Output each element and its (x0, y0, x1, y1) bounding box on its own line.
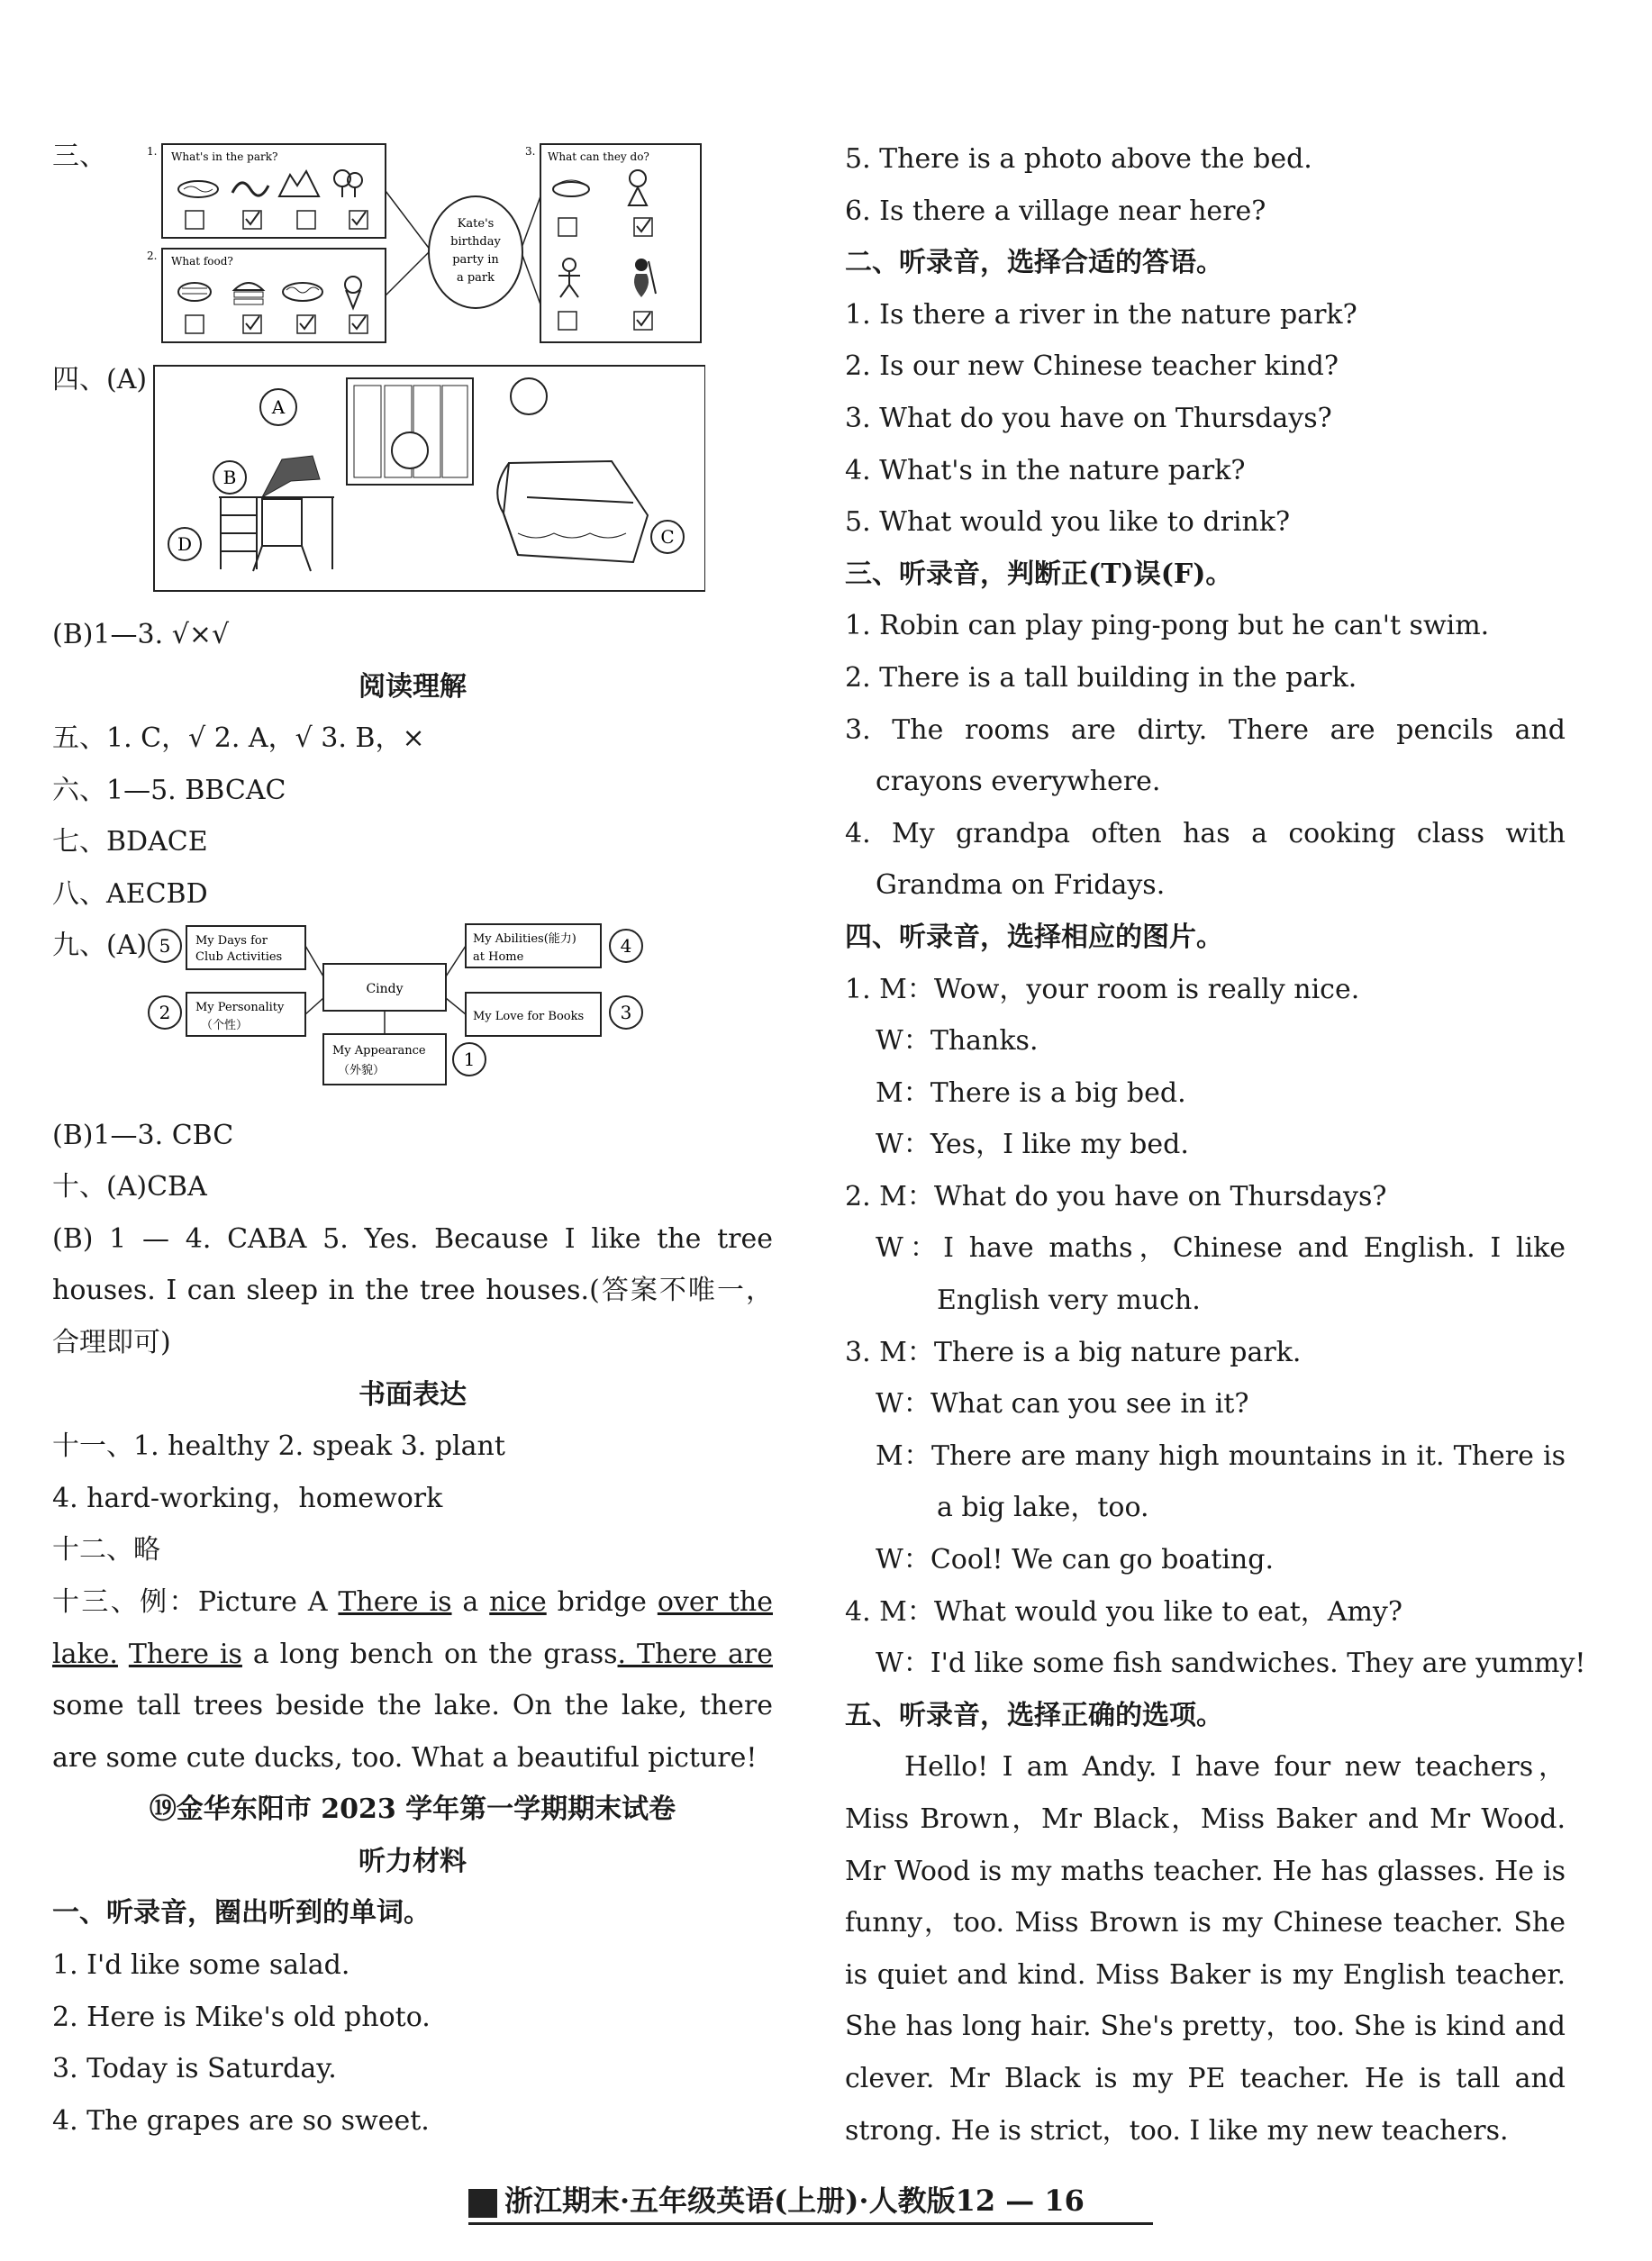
dialog-line: 2. M：What do you have on Thursdays? (845, 1180, 1387, 1212)
cooking-icon (553, 180, 589, 196)
section-san-label: 三、 (52, 141, 106, 172)
exam-title: ⑲金华东阳市 2023 学年第一学期期末试卷 (149, 1793, 676, 1826)
er-item: 4. What's in the nature park? (845, 454, 1246, 486)
er-item: 3. What do you have on Thursdays? (845, 402, 1332, 434)
svg-text:My Days for: My Days for (195, 933, 268, 948)
svg-text:My Love for Books: My Love for Books (473, 1009, 585, 1023)
shisan-answer: 十三、例：Picture A There is a nice bridge over the lake. There is a long bench on the grass. There are some tall trees beside the lake. On the lake, there are some cute ducks, too. What a beautiful picture! (52, 1585, 773, 1774)
section-si-figure (52, 362, 773, 598)
shiyi-line-2: 4. hard-working，homework (52, 1482, 443, 1514)
svg-text:My Appearance: My Appearance (332, 1043, 426, 1058)
qi-answers: 七、BDACE (52, 826, 208, 858)
river-icon (232, 183, 268, 195)
num-2: 2 (159, 1001, 171, 1023)
num-4: 4 (620, 934, 632, 957)
box1-checkboxes (186, 211, 368, 229)
shi-b-answer: (B) 1 — 4. CABA 5. Yes. Because I like the tree houses. I can sleep in the tree houses.(答案不唯一，合理即可) (52, 1222, 773, 1358)
wu-answers: 五、1. C，√ 2. A，√ 3. B，× (52, 722, 425, 755)
writing-heading: 书面表达 (359, 1378, 467, 1411)
label-d: D (177, 533, 193, 555)
book-icon (468, 2189, 497, 2218)
yi-item: 3. Today is Saturday. (52, 2053, 337, 2085)
box2-num: 2. (147, 250, 158, 262)
girl-reading-icon (629, 170, 647, 205)
san-item: 3. The rooms are dirty. There are pencils and crayons everywhere. (845, 713, 1566, 798)
er-heading: 二、听录音，选择合适的答语。 (845, 247, 1223, 279)
left-column (52, 133, 773, 2147)
dialog-line: W：What can you see in it? (876, 1388, 1249, 1421)
lake-icon (178, 181, 218, 197)
san-item: 1. Robin can play ping-pong but he can't swim. (845, 610, 1490, 642)
svg-text:My Abilities(能力): My Abilities(能力) (473, 931, 576, 946)
listen-heading: 听力材料 (359, 1845, 467, 1877)
dialog-line: W：Cool! We can go boating. (876, 1544, 1274, 1576)
er-item: 5. What would you like to drink? (845, 506, 1291, 539)
box3-num: 3. (525, 145, 536, 158)
section-jiu-figure (52, 921, 773, 1097)
bedroom-diagram (147, 362, 705, 598)
wu-heading: 五、听录音，选择正确的选项。 (845, 1699, 1223, 1731)
box-what-can-they-do (540, 144, 701, 342)
dialog-line: W：I'd like some fish sandwiches. They are yummy! (876, 1648, 1586, 1680)
dialog-line: 4. M：What would you like to eat，Amy? (845, 1595, 1402, 1628)
center-line-3: party in (452, 253, 499, 267)
svg-text:Cindy: Cindy (366, 981, 404, 996)
jiu-b-answer: (B)1—3. CBC (52, 1119, 234, 1151)
violin-icon (634, 259, 656, 297)
dialog-line: 3. M：There is a big nature park. (845, 1336, 1302, 1368)
empty-circle (511, 378, 547, 414)
yi-item: 5. There is a photo above the bed. (845, 143, 1312, 175)
section-san-figure (52, 133, 773, 344)
si-b-answer: (B)1—3. √×√ (52, 619, 230, 650)
center-line-4: a park (456, 271, 495, 285)
yi-item: 2. Here is Mike's old photo. (52, 2001, 431, 2033)
svg-text:（个性）: （个性） (201, 1018, 249, 1032)
num-1: 1 (463, 1048, 476, 1070)
svg-text:Club Activities: Club Activities (195, 949, 283, 964)
section-si-label: 四、(A) (52, 364, 148, 395)
center-ellipse (429, 196, 522, 308)
dialog-line: M：There is a big bed. (876, 1076, 1186, 1109)
shier-answer: 十二、略 (52, 1534, 160, 1566)
page-footer (468, 2178, 1189, 2223)
label-b: B (222, 467, 237, 488)
dialog-line: W：Yes，I like my bed. (876, 1129, 1189, 1161)
mountain-icon (279, 171, 319, 196)
noodles-icon (283, 283, 322, 301)
reading-heading: 阅读理解 (359, 670, 467, 703)
yi-heading: 一、听录音，圈出听到的单词。 (52, 1897, 431, 1930)
label-c: C (660, 526, 675, 548)
park-party-diagram (106, 133, 737, 344)
fish-icon (178, 283, 211, 301)
bed-icon (497, 461, 648, 562)
window-icon (347, 378, 473, 485)
box1-title: What's in the park? (171, 150, 278, 163)
san-heading: 三、听录音，判断正(T)误(F)。 (845, 558, 1233, 590)
dialog-line: W：Thanks. (876, 1025, 1039, 1058)
shiyi-line-1: 十一、1. healthy 2. speak 3. plant (52, 1430, 505, 1463)
svg-text:My Personality: My Personality (195, 1000, 285, 1014)
ice-cream-icon (345, 277, 361, 308)
tree-icon (334, 170, 362, 197)
er-item: 1. Is there a river in the nature park? (845, 298, 1357, 331)
burger-icon (234, 283, 263, 304)
box1-num: 1. (147, 145, 158, 158)
box2-title: What food? (171, 255, 233, 268)
box3-title: What can they do? (548, 150, 649, 163)
er-item: 2. Is our new Chinese teacher kind? (845, 350, 1339, 383)
cindy-mind-map (147, 921, 723, 1097)
ba-answers: 八、AECBD (52, 877, 208, 910)
num-5: 5 (159, 934, 171, 957)
dialog-line: 1. M：Wow，your room is really nice. (845, 973, 1360, 1005)
san-item: 4. My grandpa often has a cooking class with Grandma on Fridays. (845, 817, 1566, 902)
center-line-2: birthday (450, 235, 501, 249)
yi-item: 4. The grapes are so sweet. (52, 2104, 430, 2137)
footer-text: 浙江期末·五年级英语(上册)·人教版12 — 16 (504, 2184, 1085, 2218)
dancing-icon (558, 259, 580, 297)
dialog-line: M：There are many high mountains in it. There is a big lake，too. (876, 1439, 1566, 1524)
shi-a-answer: 十、(A)CBA (52, 1171, 207, 1203)
num-3: 3 (620, 1001, 632, 1023)
right-column (845, 133, 1586, 2157)
si-heading: 四、听录音，选择相应的图片。 (845, 921, 1223, 953)
svg-text:（外貌）: （外貌） (338, 1063, 386, 1077)
yi-item: 6. Is there a village near here? (845, 195, 1266, 227)
liu-answers: 六、1—5. BBCAC (52, 774, 286, 806)
dialog-line: W：I have maths，Chinese and English. I like English very much. (876, 1232, 1566, 1317)
section-jiu-label: 九、(A) (52, 929, 148, 961)
svg-text:at Home: at Home (473, 949, 524, 964)
label-a: A (271, 396, 286, 418)
wu-paragraph: Hello! I am Andy. I have four new teachers，Miss Brown，Mr Black，Miss Baker and Mr Wood. Mr Wood is my maths teacher. He has glasses. He is funny，too. Miss Brown is my Chinese teacher. She is quiet and kind. Miss Baker is my English teacher. She has long hair. She's pretty，too. She is kind and clever. Mr Black is my PE teacher. He is tall and strong. He is strict，too. I like my new teachers. (845, 1751, 1566, 2147)
yi-item: 1. I'd like some salad. (52, 1949, 350, 1982)
san-item: 2. There is a tall building in the park. (845, 661, 1357, 694)
center-line-1: Kate's (457, 217, 495, 231)
box2-checkboxes (186, 315, 368, 333)
